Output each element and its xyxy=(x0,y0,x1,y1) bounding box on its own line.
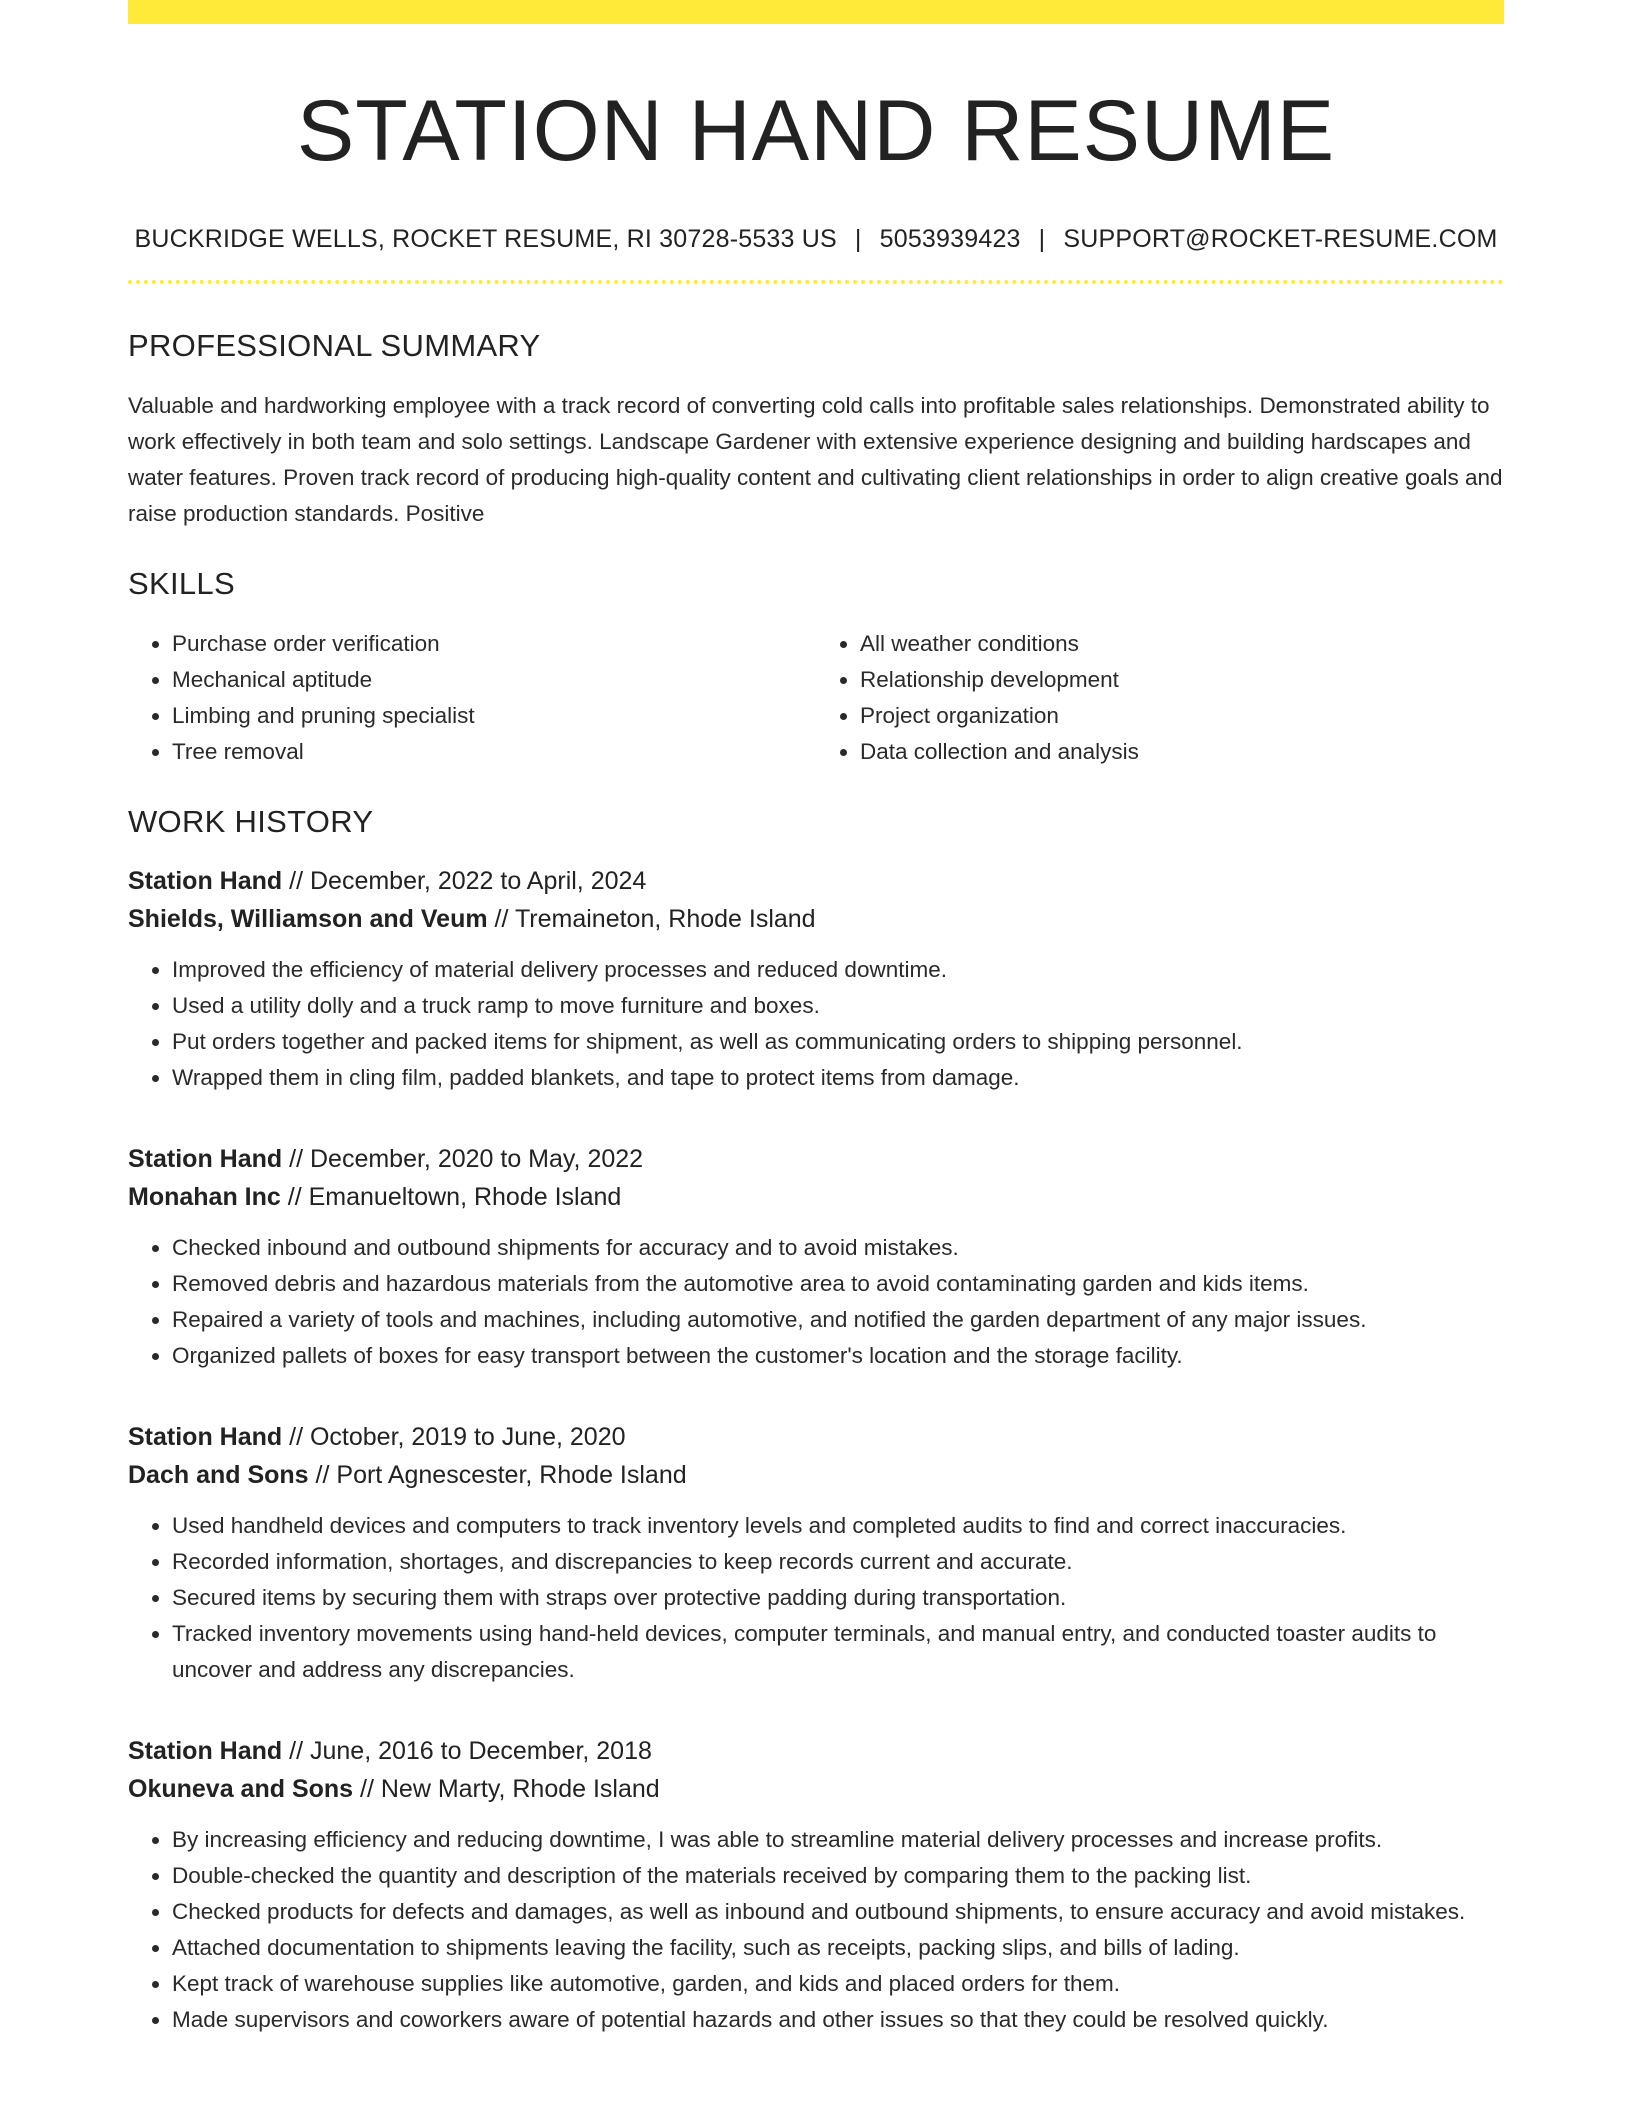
job-separator: // xyxy=(315,1460,330,1489)
job-entry xyxy=(128,1732,1504,2038)
skill-item: • Tree removal xyxy=(172,734,816,770)
skills-columns xyxy=(128,626,1504,770)
job-company: Monahan Inc xyxy=(128,1182,281,1211)
job-dates: December, 2022 to April, 2024 xyxy=(309,866,647,895)
contact-phone: 5053939423 xyxy=(879,224,1021,253)
job-bullet: • Improved the efficiency of material delivery processes and reduced downtime. xyxy=(172,952,1504,988)
job-bullet: • Organized pallets of boxes for easy transport between the customer's location and the storage facility. xyxy=(172,1338,1504,1374)
job-separator: // xyxy=(289,866,304,895)
resume-title: STATION HAND RESUME xyxy=(296,83,1336,179)
skill-item: • Limbing and pruning specialist xyxy=(172,698,816,734)
job-title: Station Hand xyxy=(128,1422,283,1451)
section-title-work-history: WORK HISTORY xyxy=(128,803,374,839)
job-bullets xyxy=(128,952,1504,1096)
job-entry xyxy=(128,1418,1504,1688)
top-accent-bar xyxy=(128,0,1504,24)
skills-list-right xyxy=(816,626,1504,770)
job-company-line xyxy=(128,1770,1504,1808)
job-company-line xyxy=(128,900,1504,938)
job-bullet: • Checked products for defects and damages, as well as inbound and outbound shipments, to ensure accuracy and avoid mistakes. xyxy=(172,1894,1504,1930)
job-location: Port Agnescester, Rhode Island xyxy=(336,1460,687,1489)
job-separator: // xyxy=(289,1736,304,1765)
job-dates: June, 2016 to December, 2018 xyxy=(309,1736,652,1765)
job-entry xyxy=(128,1140,1504,1374)
job-bullets xyxy=(128,1508,1504,1688)
summary-text: Valuable and hardworking employee with a track record of converting cold calls into profitable sales relationships. Demonstrated ability to work effectively in both team and solo settings. Landscape Gardener with extensive experience designing and building hardscapes and water features. Proven track record of producing high-quality content and cultivating client relationships in order to align creative goals and raise production standards. Positive xyxy=(128,392,1503,526)
job-bullet: • Attached documentation to shipments leaving the facility, such as receipts, packing slips, and bills of lading. xyxy=(172,1930,1504,1966)
job-bullets xyxy=(128,1822,1504,2038)
job-title-line xyxy=(128,862,1504,900)
skills-list-left xyxy=(128,626,816,770)
section-title-summary: PROFESSIONAL SUMMARY xyxy=(128,327,541,363)
dotted-divider xyxy=(128,280,1504,284)
job-company-line xyxy=(128,1178,1504,1216)
job-bullet: • Secured items by securing them with straps over protective padding during transportation. xyxy=(172,1580,1504,1616)
job-bullets xyxy=(128,1230,1504,1374)
skill-item: • All weather conditions xyxy=(860,626,1504,662)
job-bullet: • Kept track of warehouse supplies like automotive, garden, and kids and placed orders for them. xyxy=(172,1966,1504,2002)
job-separator: // xyxy=(289,1422,304,1451)
job-company-line xyxy=(128,1456,1504,1494)
job-bullet: • Removed debris and hazardous materials from the automotive area to avoid contaminating garden and kids items. xyxy=(172,1266,1504,1302)
job-bullet: • Wrapped them in cling film, padded blankets, and tape to protect items from damage. xyxy=(172,1060,1504,1096)
job-separator: // xyxy=(494,904,509,933)
job-location: Tremaineton, Rhode Island xyxy=(514,904,816,933)
job-bullet: • Made supervisors and coworkers aware of potential hazards and other issues so that they could be resolved quickly. xyxy=(172,2002,1504,2038)
job-bullet: • Tracked inventory movements using hand-held devices, computer terminals, and manual entry, and conducted toaster audits to uncover and address any discrepancies. xyxy=(172,1616,1504,1688)
job-bullet: • Recorded information, shortages, and discrepancies to keep records current and accurate. xyxy=(172,1544,1504,1580)
job-location: New Marty, Rhode Island xyxy=(380,1774,660,1803)
skill-item: • Relationship development xyxy=(860,662,1504,698)
resume-page xyxy=(128,0,1504,2112)
job-dates: December, 2020 to May, 2022 xyxy=(309,1144,644,1173)
contact-email: SUPPORT@ROCKET-RESUME.COM xyxy=(1063,224,1498,253)
skill-item: • Data collection and analysis xyxy=(860,734,1504,770)
contact-line xyxy=(128,225,1504,254)
job-entry xyxy=(128,862,1504,1096)
job-title: Station Hand xyxy=(128,1144,283,1173)
contact-separator: | xyxy=(854,224,862,253)
job-bullet: • Used a utility dolly and a truck ramp to move furniture and boxes. xyxy=(172,988,1504,1024)
contact-separator: | xyxy=(1038,224,1046,253)
skill-item: • Purchase order verification xyxy=(172,626,816,662)
job-bullet: • By increasing efficiency and reducing downtime, I was able to streamline material delivery processes and increase profits. xyxy=(172,1822,1504,1858)
job-company: Shields, Williamson and Veum xyxy=(128,904,488,933)
job-dates: October, 2019 to June, 2020 xyxy=(309,1422,626,1451)
skill-item: • Project organization xyxy=(860,698,1504,734)
job-company: Okuneva and Sons xyxy=(128,1774,354,1803)
job-company: Dach and Sons xyxy=(128,1460,309,1489)
job-title-line xyxy=(128,1732,1504,1770)
job-bullet: • Repaired a variety of tools and machines, including automotive, and notified the garden department of any major issues. xyxy=(172,1302,1504,1338)
job-separator: // xyxy=(289,1144,304,1173)
job-bullet: • Checked inbound and outbound shipments for accuracy and to avoid mistakes. xyxy=(172,1230,1504,1266)
job-separator: // xyxy=(360,1774,374,1803)
job-bullet: • Put orders together and packed items for shipment, as well as communicating orders to shipping personnel. xyxy=(172,1024,1504,1060)
contact-address: BUCKRIDGE WELLS, ROCKET RESUME, RI 30728-5533 US xyxy=(134,224,837,253)
job-title: Station Hand xyxy=(128,1736,283,1765)
section-title-skills: SKILLS xyxy=(128,565,235,601)
job-title-line xyxy=(128,1140,1504,1178)
skill-item: • Mechanical aptitude xyxy=(172,662,816,698)
job-separator: // xyxy=(287,1182,302,1211)
job-title: Station Hand xyxy=(128,866,283,895)
job-location: Emanueltown, Rhode Island xyxy=(308,1182,622,1211)
job-bullet: • Used handheld devices and computers to track inventory levels and completed audits to find and correct inaccuracies. xyxy=(172,1508,1504,1544)
job-title-line xyxy=(128,1418,1504,1456)
job-bullet: • Double-checked the quantity and description of the materials received by comparing them to the packing list. xyxy=(172,1858,1504,1894)
